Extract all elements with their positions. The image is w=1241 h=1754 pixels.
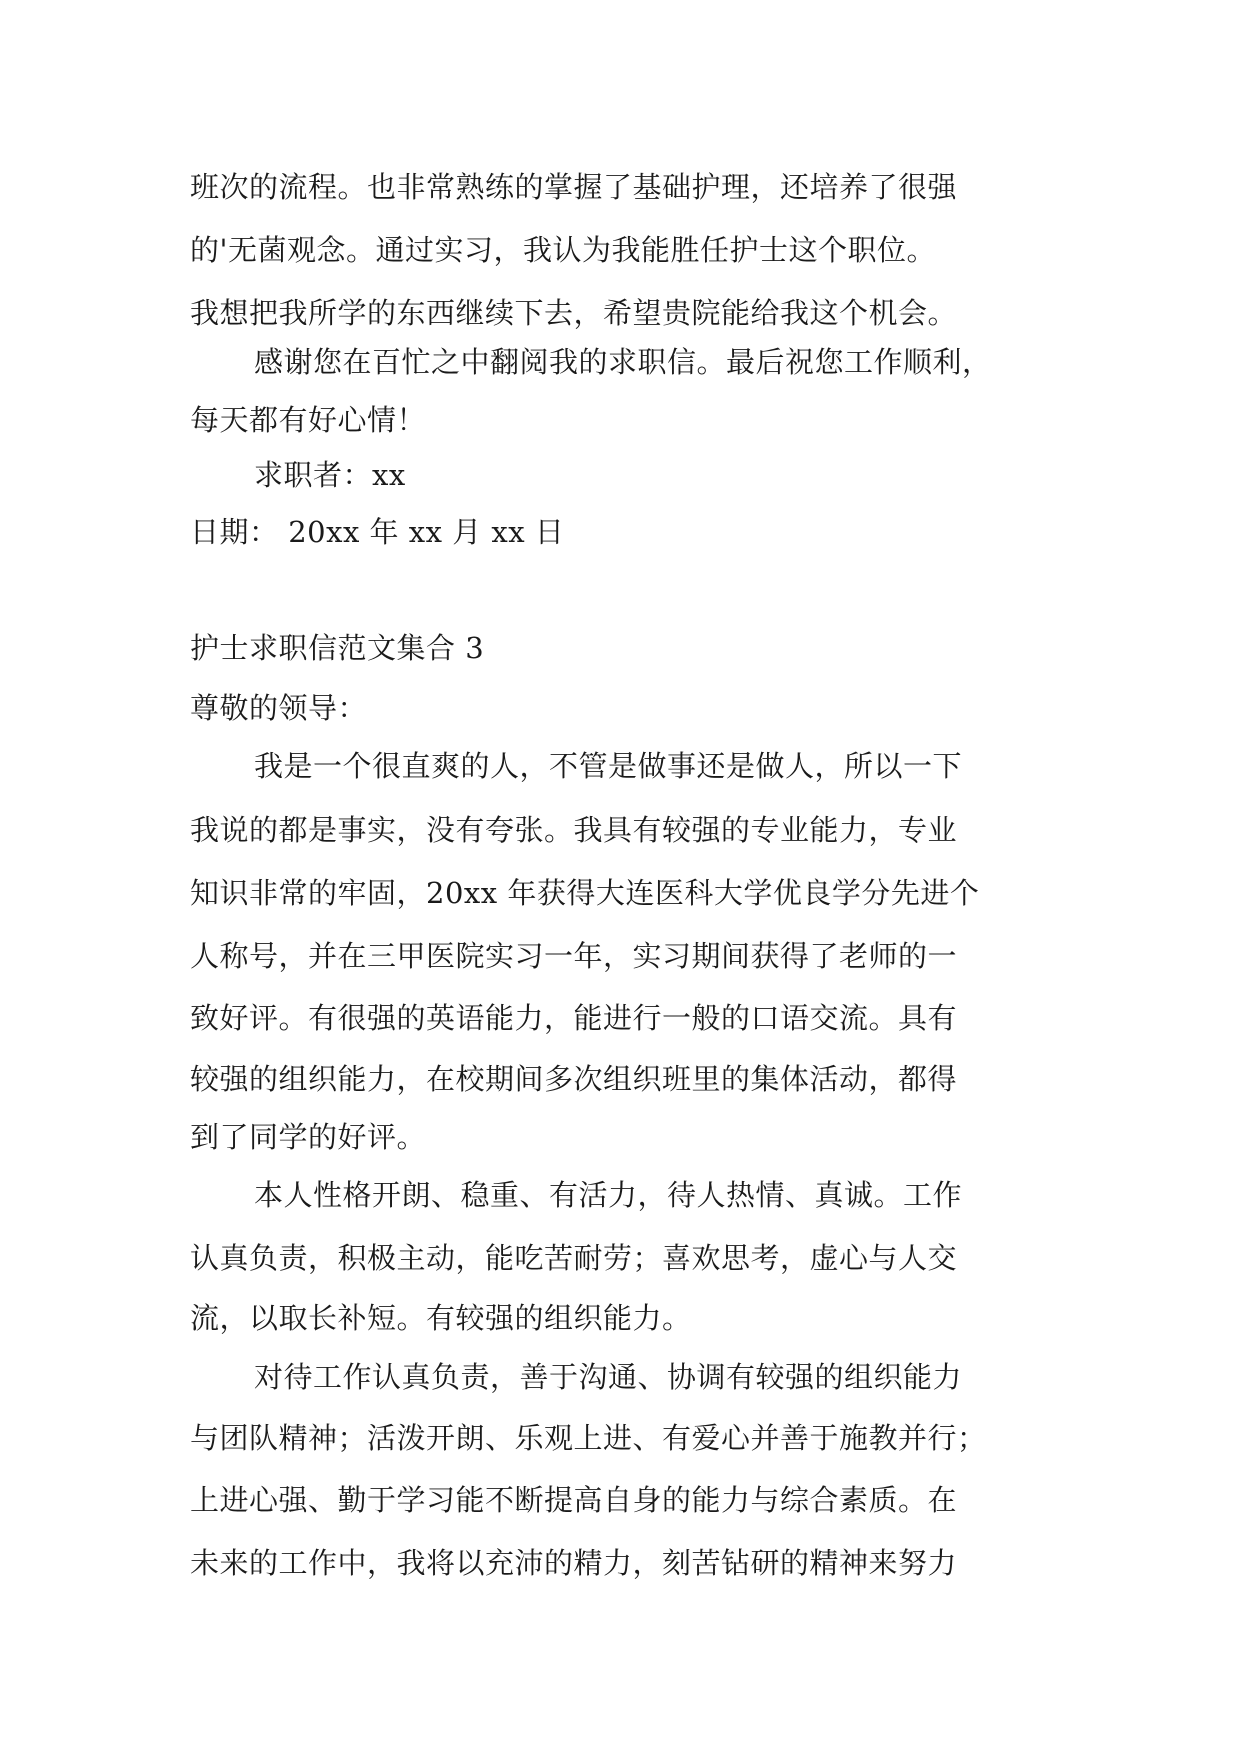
text-line: 每天都有好心情！	[190, 403, 427, 437]
text-line: 我是一个很直爽的人，不管是做事还是做人，所以一下	[254, 749, 963, 783]
text-line: 较强的组织能力，在校期间多次组织班里的集体活动，都得	[190, 1062, 958, 1096]
text-line: 我说的都是事实，没有夸张。我具有较强的专业能力，专业	[190, 813, 958, 847]
text-line: 感谢您在百忙之中翻阅我的求职信。最后祝您工作顺利，	[254, 345, 992, 379]
text-line: 知识非常的牢固，20xx 年获得大连医科大学优良学分先进个	[190, 876, 980, 910]
text-line: 的'无菌观念。通过实习，我认为我能胜任护士这个职位。	[190, 233, 936, 267]
salutation: 尊敬的领导：	[190, 691, 368, 725]
text-line: 本人性格开朗、稳重、有活力，待人热情、真诚。工作	[254, 1178, 963, 1212]
text-line: 班次的流程。也非常熟练的掌握了基础护理，还培养了很强	[190, 170, 958, 204]
text-line: 到了同学的好评。	[190, 1120, 427, 1154]
text-line: 我想把我所学的东西继续下去，希望贵院能给我这个机会。	[190, 296, 958, 330]
text-line: 上进心强、勤于学习能不断提高自身的能力与综合素质。在	[190, 1483, 958, 1517]
text-line: 未来的工作中，我将以充沛的精力，刻苦钻研的精神来努力	[190, 1546, 958, 1580]
text-line: 与团队精神；活泼开朗、乐观上进、有爱心并善于施教并行；	[190, 1421, 987, 1455]
text-line: 人称号，并在三甲医院实习一年，实习期间获得了老师的一	[190, 939, 958, 973]
date-line: 日期： 20xx 年 xx 月 xx 日	[190, 515, 565, 549]
text-line: 致好评。有很强的英语能力，能进行一般的口语交流。具有	[190, 1001, 958, 1035]
signature: 求职者：xx	[254, 458, 406, 492]
section-title: 护士求职信范文集合 3	[190, 631, 485, 665]
text-line: 流，以取长补短。有较强的组织能力。	[190, 1301, 692, 1335]
text-line: 对待工作认真负责，善于沟通、协调有较强的组织能力	[254, 1360, 963, 1394]
text-line: 认真负责，积极主动，能吃苦耐劳；喜欢思考，虚心与人交	[190, 1241, 958, 1275]
